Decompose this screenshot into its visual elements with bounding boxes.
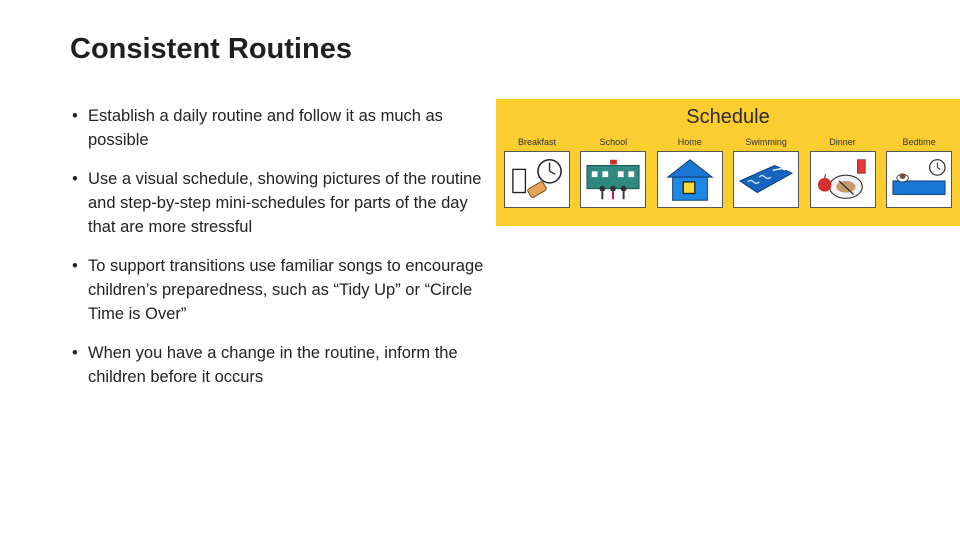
bullet-text: Use a visual schedule, showing pictures of the routine and step-by-step mini-schedules for parts of the day that are more stressful <box>88 170 482 236</box>
bullet-text: To support transitions use familiar songs to encourage children’s preparedness, such as “Tidy Up” or “Circle Time is Over” <box>88 257 484 323</box>
bullet-item <box>70 104 490 152</box>
bedtime-icon <box>887 152 951 207</box>
schedule-label-bedtime: Bedtime <box>902 137 936 147</box>
bullet-text: When you have a change in the routine, inform the children before it occurs <box>88 344 458 386</box>
breakfast-icon <box>505 152 569 207</box>
school-icon <box>581 152 645 207</box>
bullet-text: Establish a daily routine and follow it as much as possible <box>88 107 443 149</box>
swimming-icon <box>734 152 798 207</box>
schedule-label-breakfast: Breakfast <box>517 137 557 147</box>
visual-schedule <box>496 99 960 226</box>
schedule-tile-dinner <box>810 151 876 208</box>
bullet-dot: • <box>72 170 78 188</box>
bullet-item <box>70 167 490 239</box>
home-icon <box>658 152 722 207</box>
bullet-dot: • <box>72 344 78 362</box>
schedule-tile-breakfast <box>504 151 570 208</box>
schedule-label-swimming: Swimming <box>745 137 787 147</box>
schedule-tile-swimming <box>733 151 799 208</box>
schedule-labels <box>504 137 952 147</box>
bullet-item <box>70 341 490 389</box>
schedule-tiles <box>504 151 952 208</box>
dinner-icon <box>811 152 875 207</box>
schedule-label-home: Home <box>677 137 702 147</box>
schedule-title: Schedule <box>686 106 770 128</box>
schedule-label-dinner: Dinner <box>829 137 856 147</box>
schedule-tile-bedtime <box>886 151 952 208</box>
schedule-label-school: School <box>599 137 628 147</box>
slide-title: Consistent Routines <box>70 33 352 65</box>
bullet-list <box>70 104 490 404</box>
bullet-dot: • <box>72 257 78 275</box>
bullet-dot: • <box>72 107 78 125</box>
schedule-tile-school <box>580 151 646 208</box>
schedule-tile-home <box>657 151 723 208</box>
bullet-item <box>70 254 490 326</box>
